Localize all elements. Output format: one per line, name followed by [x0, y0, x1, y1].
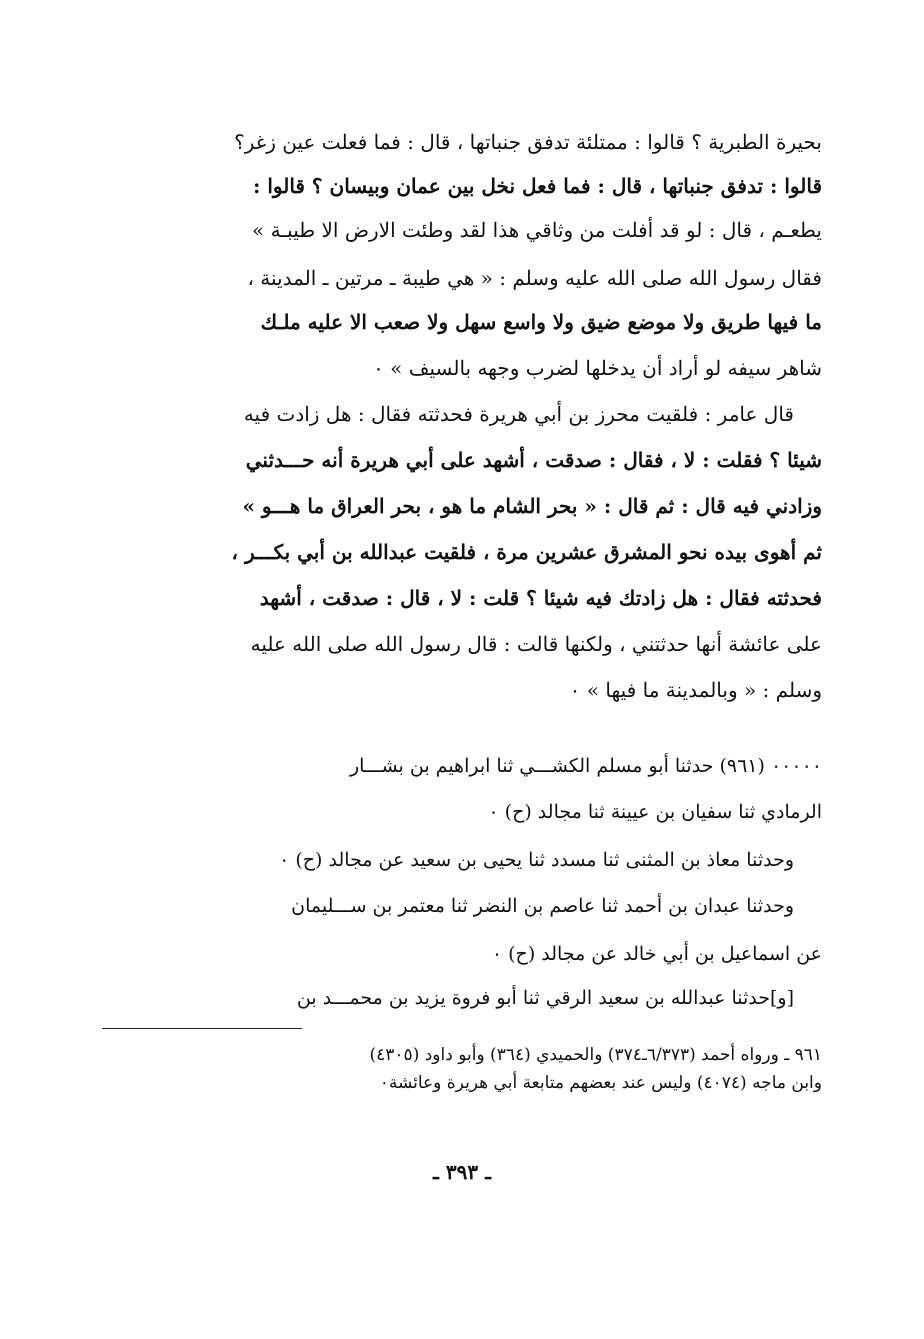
text-line: ما فيها طريق ولا موضع ضيق ولا واسع سهل ولا صعب الا عليه ملـك: [260, 310, 822, 334]
text-line: فحدثته فقال : هل زادتك فيه شيئا ؟ قلت : لا ، قال : صدقت ، أشهد: [259, 586, 822, 610]
text-line: وحدثنا عبدان بن أحمد ثنا عاصم بن النضر ثنا معتمر بن ســـليمان: [291, 895, 794, 917]
text-line: شاهر سيفه لو أراد أن يدخلها لضرب وجهه بالسيف » ٠: [373, 356, 822, 380]
text-line: قالوا : تدفق جنباتها ، قال : فما فعل نخل بين عمان وبيسان ؟ قالوا :: [252, 174, 822, 198]
text-line: ثم أهوى بيده نحو المشرق عشرين مرة ، فلقيت عبدالله بن أبي بكـــر ،: [231, 540, 822, 564]
paragraph-2: [102, 392, 822, 722]
paragraph-1: [102, 120, 822, 390]
footnote-line: ٩٦١ ـ ورواه أحمد (٦/٣٧٣ـ٣٧٤) والحميدي (٣٦٤) وأبو داود (٤٣٠٥): [369, 1045, 822, 1065]
text-line: الرمادي ثنا سفيان بن عيينة ثنا مجالد (ح) ٠: [488, 801, 822, 823]
hadith-chain: [102, 744, 822, 1014]
page-number: ـ ٣٩٣ ـ: [433, 1160, 491, 1184]
text-line: ٠٠٠٠٠ (٩٦١) حدثنا أبو مسلم الكشـــي ثنا ابراهيم بن بشـــار: [349, 755, 822, 777]
text-line: وزادني فيه قال : ثم قال : « بحر الشام ما هو ، بحر العراق ما هـــو »: [242, 494, 822, 518]
footnote-separator: [102, 1028, 302, 1029]
text-line: وحدثنا معاذ بن المثنى ثنا مسدد ثنا يحيى بن سعيد عن مجالد (ح) ٠: [279, 849, 794, 871]
text-line: يطعـم ، قال : لو قد أفلت من وثاقي هذا لقد وطئت الارض الا طيبـة »: [251, 218, 822, 242]
text-line: قال عامر : فلقيت محرز بن أبي هريرة فحدثته فقال : هل زادت فيه: [243, 402, 794, 426]
text-line: [و]حدثنا عبدالله بن سعيد الرقي ثنا أبو فروة يزيد بن محمـــد بن: [296, 987, 794, 1009]
text-line: وسلم : « وبالمدينة ما فيها » ٠: [569, 678, 822, 702]
text-line: بحيرة الطبرية ؟ قالوا : ممتلئة تدفق جنباتها ، قال : فما فعلت عين زغر؟: [234, 130, 822, 154]
text-line: شيئا ؟ فقلت : لا ، فقال : صدقت ، أشهد على أبي هريرة أنه حـــدثني: [245, 448, 822, 472]
text-line: على عائشة أنها حدثتني ، ولكنها قالت : قال رسول الله صلى الله عليه: [250, 632, 822, 656]
text-line: فقال رسول الله صلى الله عليه وسلم : « هي طيبة ـ مرتين ـ المدينة ،: [247, 266, 822, 290]
text-line: عن اسماعيل بن أبي خالد عن مجالد (ح) ٠: [491, 943, 822, 965]
footnote-line: وابن ماجه (٤٠٧٤) وليس عند بعضهم متابعة أبي هريرة وعائشة٠: [379, 1073, 822, 1093]
